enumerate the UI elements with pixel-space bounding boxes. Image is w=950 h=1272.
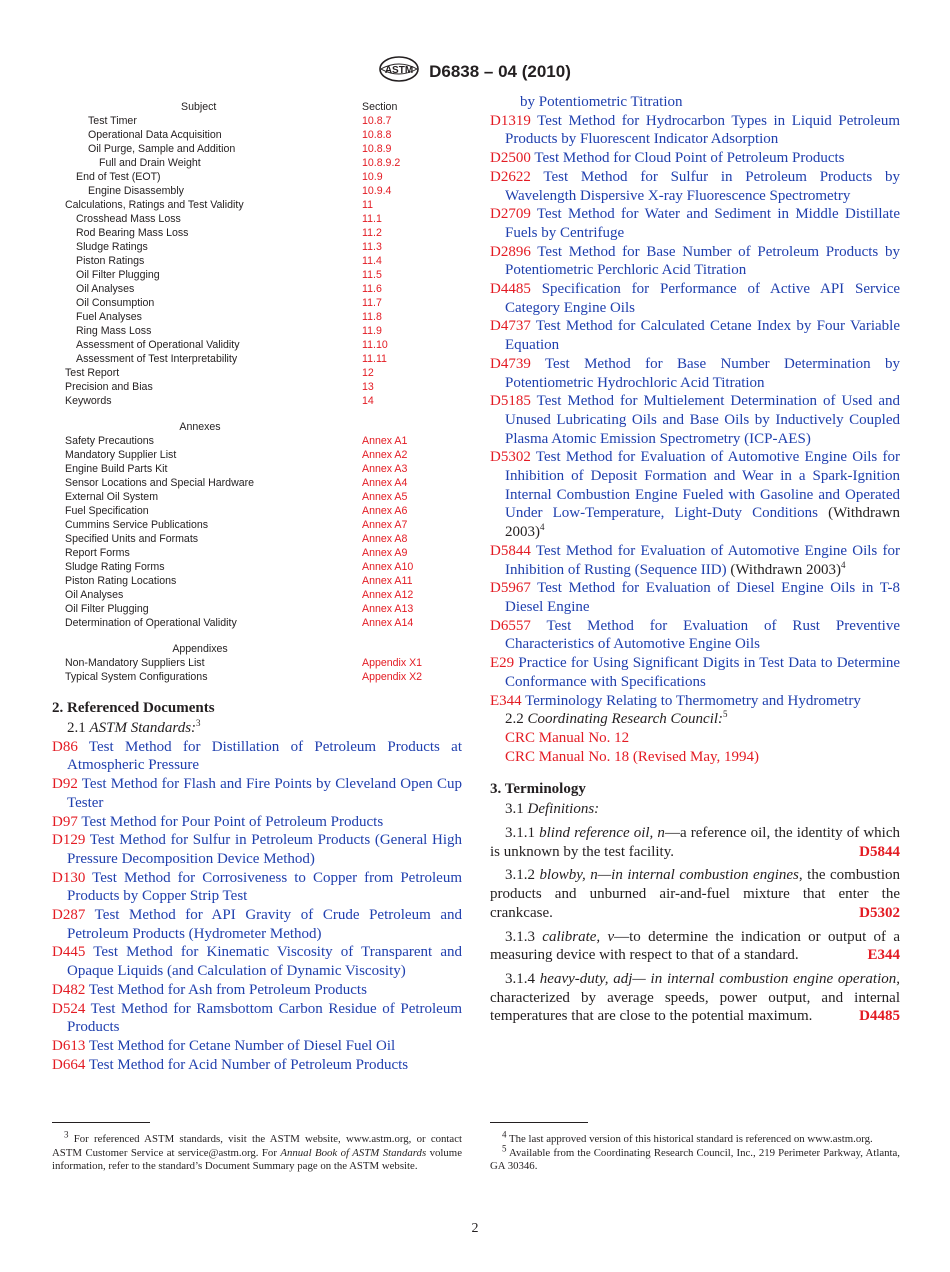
reference-item[interactable] [490,692,900,711]
subsection-number: 2.1 [67,720,86,736]
reference-item[interactable] [490,280,900,317]
toc-section-link[interactable]: Annex A8 [362,533,408,545]
toc-section-link[interactable]: 13 [362,381,374,393]
toc-label: Full and Drain Weight [99,157,201,169]
reference-title[interactable]: Test Method for Evaluation of Automotive Engine Oils for Inhibition of Deposit Formation and Wear in a Spark-Ignition Internal Combustion Engine Fueled with Gasoline and Operated Under Low-Temperature, Light-Duty Conditions [505,449,900,522]
toc-subject-header: Subject [181,101,217,113]
definition-source-ref[interactable]: D5302 [859,904,900,921]
toc-section-link[interactable]: Annex A10 [362,561,414,573]
toc-row [65,352,465,366]
toc-annex-row [65,504,465,518]
reference-title[interactable]: Test Method for Kinematic Viscosity of Transparent and Opaque Liquids (and Calculation of Dynamic Viscosity) [67,944,462,980]
toc-row [65,226,465,240]
toc-row [65,282,465,296]
toc-section-link[interactable]: 10.9 [362,171,383,183]
toc-annex-row [65,602,465,616]
reference-item[interactable] [490,317,900,354]
subsection-title: ASTM Standards: [89,720,197,736]
subsection-3-1 [490,800,900,819]
toc-label: Oil Filter Plugging [76,269,160,281]
toc-annexes-heading: Annexes [179,421,221,433]
toc-label: Mandatory Supplier List [65,449,177,461]
definition-source-ref[interactable]: D5844 [859,843,900,860]
toc-label: External Oil System [65,491,159,503]
reference-title[interactable]: Test Method for Multielement Determination of Used and Unused Lubricating Oils and Base Oils by Inductively Coupled Plasma Atomic Emission Spectrometry (ICP-AES) [505,393,900,447]
toc-label: Specified Units and Formats [65,533,199,545]
toc-annex-row [65,546,465,560]
reference-title[interactable]: Test Method for Evaluation of Diesel Engine Oils in T-8 Diesel Engine [505,580,900,615]
crc-manual-12[interactable]: CRC Manual No. 12 [505,729,630,746]
reference-title[interactable]: Practice for Using Significant Digits in Test Data to Determine Conformance with Specifications [505,655,901,690]
toc-section-link[interactable]: Annex A13 [362,603,414,615]
reference-title[interactable]: Test Method for Hydrocarbon Types in Liquid Petroleum Products by Fluorescent Indicator Adsorption [505,112,901,148]
reference-list-right [490,112,900,711]
reference-code[interactable]: E29 [490,655,515,672]
reference-title[interactable]: Test Method for Cloud Point of Petroleum Products [534,150,845,167]
reference-code[interactable]: D4485 [490,281,531,298]
reference-title[interactable]: Test Method for Ash from Petroleum Products [88,981,367,998]
reference-code[interactable]: D613 [52,1037,86,1054]
definition-item [490,866,900,922]
table-of-contents [65,100,465,684]
toc-label: Test Report [65,367,120,379]
footnote-text: For referenced ASTM standards, visit the ASTM website, www.astm.org, or contact ASTM Customer Service at service@astm.org. For [52,1133,462,1159]
toc-label: Non-Mandatory Suppliers List [65,657,205,669]
toc-annex-row [65,476,465,490]
reference-item[interactable] [490,243,900,280]
toc-section-link[interactable]: 12 [362,367,374,379]
toc-row [65,324,465,338]
reference-item[interactable] [490,149,900,168]
toc-label: Assessment of Test Interpretability [76,353,238,365]
footnote-italic: Annual Book of ASTM Standards [280,1146,427,1159]
reference-item[interactable] [52,981,462,1000]
reference-code[interactable]: D664 [52,1056,86,1073]
toc-label: Engine Disassembly [88,185,184,197]
definition-item [490,928,900,965]
toc-annex-row [65,518,465,532]
toc-section-header: Section [362,101,398,113]
reference-title[interactable]: Specification for Performance of Active API Service Category Engine Oils [505,281,901,316]
subsection-number: 3.1 [505,801,524,818]
subsection-2-2 [490,710,900,729]
reference-item[interactable] [490,542,900,579]
toc-annex-row [65,560,465,574]
reference-code[interactable]: D5844 [490,542,531,559]
toc-label: Determination of Operational Validity [65,617,237,629]
section-3-heading: 3. Terminology [490,781,586,798]
reference-code[interactable]: D445 [52,944,86,961]
footnote-3 [52,1129,462,1174]
toc-annex-row [65,588,465,602]
reference-title[interactable]: Test Method for Sulfur in Petroleum Products by Wavelength Dispersive X-ray Fluorescence Spectrometry [505,168,900,204]
page-header [0,56,950,86]
toc-section-link[interactable]: 10.8.9 [362,143,392,155]
toc-label: Keywords [65,395,112,407]
toc-label: Typical System Configurations [65,671,208,683]
reference-code[interactable]: D6557 [490,617,531,634]
toc-annex-row [65,616,465,630]
toc-section-link[interactable]: 11.10 [362,339,388,351]
footnote-4 [490,1129,900,1147]
reference-continuation[interactable] [490,93,900,112]
subsection-2-1 [52,719,462,738]
toc-row [65,184,465,198]
reference-title[interactable]: Test Method for API Gravity of Crude Petroleum and Petroleum Products (Hydrometer Method) [67,907,462,942]
page-number: 2 [471,1221,479,1236]
reference-code[interactable]: D5302 [490,449,531,466]
toc-label: Report Forms [65,547,130,559]
footnote-5 [490,1143,901,1174]
toc-annex-row [65,574,465,588]
toc-label: Oil Analyses [76,283,135,295]
toc-label: Sludge Ratings [76,241,148,253]
reference-title[interactable]: Test Method for Base Number of Petroleum Products by Potentiometric Perchloric Acid Titration [505,243,900,279]
toc-section-link[interactable]: Annex A12 [362,589,414,601]
toc-appendix-row [65,670,465,684]
reference-code[interactable]: D2500 [490,150,531,167]
toc-row [65,338,465,352]
toc-label: Sensor Locations and Special Hardware [65,477,255,489]
reference-code[interactable]: D2709 [490,206,531,223]
toc-row [65,212,465,226]
footnote-text: Available from the Coordinating Research Council, Inc., 219 Perimeter Parkway, Atlanta, GA 30346. [490,1146,901,1173]
document-designation: D6838 – 04 (2010) [429,61,571,81]
reference-code[interactable]: D1319 [490,112,531,129]
toc-row [65,128,465,142]
reference-item[interactable] [52,813,462,832]
toc-annex-row [65,490,465,504]
reference-title[interactable]: Test Method for Water and Sediment in Middle Distillate Fuels by Centrifuge [505,206,901,241]
reference-code[interactable]: D4739 [490,355,531,372]
toc-section-link[interactable]: 14 [362,395,374,407]
reference-title[interactable]: Test Method for Evaluation of Automotive Engine Oils for Inhibition of Rusting (Sequence IID) [505,542,900,578]
reference-item[interactable] [490,168,900,205]
reference-code[interactable]: E344 [490,692,522,709]
toc-label: End of Test (EOT) [76,171,161,183]
toc-label: Test Timer [88,115,137,127]
definition-number: 3.1.1 [505,825,535,842]
definition-text: —a reference oil, the identity of which is unknown by the test facility. [490,825,901,860]
reference-item[interactable] [490,205,900,242]
reference-code[interactable]: D97 [52,813,78,830]
toc-row [65,268,465,282]
definition-number: 3.1.2 [505,867,535,884]
footnote-rule-right [490,1122,588,1123]
toc-label: Fuel Analyses [76,311,142,323]
toc-section-link[interactable]: Annex A2 [362,449,408,461]
withdrawn-note: (Withdrawn 2003) [730,561,841,578]
toc-row [65,366,465,380]
definition-text: —to determine the indication or output of a measuring device with respect to that of a standard. [490,928,900,964]
toc-section-link[interactable]: Annex A14 [362,617,414,629]
reference-code[interactable]: D86 [52,738,78,755]
toc-section-link[interactable]: 11.7 [362,297,382,309]
toc-appendix-row [65,656,465,670]
toc-appendixes-heading: Appendixes [172,643,228,655]
toc-section-link[interactable]: 10.9.4 [362,185,392,197]
toc-section-link[interactable]: 10.8.9.2 [362,157,401,169]
toc-row [65,198,465,212]
toc-row [65,254,465,268]
reference-title[interactable]: by Potentiometric Titration [520,94,683,110]
reference-title[interactable]: Test Method for Base Number Determination by Potentiometric Hydrochloric Acid Titration [505,355,900,391]
toc-section-link[interactable]: 11.1 [362,213,382,225]
toc-label: Sludge Rating Forms [65,561,165,573]
toc-section-link[interactable]: Annex A7 [362,519,408,531]
toc-section-link[interactable]: 11.2 [362,227,382,239]
reference-item[interactable] [490,355,900,392]
toc-section-link[interactable]: Annex A5 [362,491,408,503]
reference-code[interactable]: D287 [52,907,86,924]
reference-item[interactable] [490,617,900,654]
reference-code[interactable]: D2896 [490,243,531,260]
toc-appendixes [65,656,465,684]
reference-code[interactable]: D2622 [490,168,531,185]
reference-item[interactable] [52,1000,462,1037]
toc-section-link[interactable]: Annex A1 [362,435,408,447]
toc-annex-row [65,448,465,462]
toc-section-link[interactable]: 11 [362,199,373,211]
reference-item[interactable] [52,831,462,868]
reference-title[interactable]: Test Method for Flash and Fire Points by Cleveland Open Cup Tester [67,776,462,811]
reference-code[interactable]: D5185 [490,393,531,410]
footnote-mark: 4 [841,559,846,570]
reference-code[interactable]: D524 [52,1000,86,1017]
toc-annex-row [65,434,465,448]
toc-section-link[interactable]: 11.4 [362,255,382,267]
toc-row [65,142,465,156]
definition-source-ref[interactable]: E344 [867,947,900,964]
toc-label: Rod Bearing Mass Loss [76,227,189,239]
toc-label: Assessment of Operational Validity [76,339,240,351]
reference-title[interactable]: Test Method for Sulfur in Petroleum Products (General High Pressure Decomposition Device Method) [67,832,462,867]
toc-section-link[interactable]: Appendix X2 [362,671,423,683]
reference-title[interactable]: Test Method for Distillation of Petroleum Products at Atmospheric Pressure [67,738,462,774]
reference-item[interactable] [490,654,900,691]
subsection-title: Definitions: [527,801,600,818]
reference-title[interactable]: Test Method for Calculated Cetane Index by Four Variable Equation [505,318,900,354]
reference-item[interactable] [490,112,900,149]
footnote-mark: 4 [502,1129,507,1140]
definition-term: calibrate, v [542,928,615,945]
toc-row [65,296,465,310]
toc-label: Piston Rating Locations [65,575,177,587]
toc-label: Ring Mass Loss [76,325,152,337]
toc-label: Engine Build Parts Kit [65,463,168,475]
toc-section-link[interactable]: 10.8.7 [362,115,392,127]
toc-row [65,240,465,254]
toc-section-link[interactable]: 11.5 [362,269,382,281]
astm-logo-icon [379,56,419,87]
left-column [52,697,462,1074]
toc-label: Piston Ratings [76,255,145,267]
definition-text: , characterized by average speeds, power output, and internal temperatures that are close to the potential maximum. [490,970,900,1025]
definition-item [490,824,900,861]
definition-text: , the combustion products and unburned air-and-fuel mixture that enter the crankcase. [490,867,900,921]
toc-section-link[interactable]: Annex A3 [362,463,408,475]
toc-row [65,380,465,394]
reference-code[interactable]: D4737 [490,318,531,335]
reference-title[interactable]: Test Method for Pour Point of Petroleum Products [81,813,384,830]
reference-title[interactable]: Test Method for Corrosiveness to Copper from Petroleum Products by Copper Strip Test [67,869,462,905]
subsection-number: 2.2 [505,711,524,728]
footnote-mark: 3 [196,718,201,728]
reference-item[interactable] [52,906,462,943]
reference-code[interactable]: D130 [52,869,86,886]
footnote-mark: 4 [540,522,545,533]
toc-section-link[interactable]: 11.8 [362,311,382,323]
svg-text:ASTM: ASTM [384,65,414,76]
reference-item[interactable] [490,448,900,542]
toc-section-link[interactable]: Annex A11 [362,575,413,587]
reference-code[interactable]: D5967 [490,580,531,597]
footnote-rule-left [52,1122,150,1123]
toc-label: Fuel Specification [65,505,149,517]
footnote-mark: 5 [502,1143,507,1153]
toc-row [65,156,465,170]
subsection-title: Coordinating Research Council: [527,711,724,728]
reference-code[interactable]: D129 [52,832,86,849]
toc-label: Cummins Service Publications [65,519,209,531]
toc-section-link[interactable]: Annex A4 [362,477,408,489]
toc-label: Operational Data Acquisition [88,129,222,141]
toc-label: Oil Consumption [76,297,155,309]
toc-label: Oil Purge, Sample and Addition [88,143,236,155]
reference-item[interactable] [52,869,462,906]
toc-section-link[interactable]: 11.9 [362,325,382,337]
reference-code[interactable]: D482 [52,981,86,998]
reference-item[interactable] [52,775,462,812]
toc-label: Safety Precautions [65,435,154,447]
toc-label: Precision and Bias [65,381,153,393]
toc-row [65,394,465,408]
reference-item[interactable] [490,579,900,616]
definition-item [490,970,900,1026]
toc-row [65,310,465,324]
withdrawn-note: (Withdrawn 2003) [505,505,900,541]
toc-section-link[interactable]: 11.6 [362,283,382,295]
toc-row [65,114,465,128]
toc-label: Crosshead Mass Loss [76,213,181,225]
definition-term: blind reference oil, n [539,825,665,842]
toc-section-link[interactable]: Annex A6 [362,505,408,517]
reference-item[interactable] [52,943,462,980]
definition-term: blowby, n—in internal combustion engines [539,867,799,884]
definition-number: 3.1.3 [505,928,535,945]
toc-column-headers [65,100,465,114]
footnote-mark: 3 [64,1129,69,1140]
reference-item[interactable] [52,1056,462,1075]
toc-section-link[interactable]: Annex A9 [362,547,408,559]
crc-manual-18[interactable]: CRC Manual No. 18 (Revised May, 1994) [505,748,760,765]
section-2-heading: 2. Referenced Documents [52,700,215,716]
footnotes-right [490,1129,901,1174]
definition-term: heavy-duty, adj— in internal combustion engine operation [539,970,897,987]
reference-title[interactable]: Test Method for Evaluation of Rust Preventive Characteristics of Automotive Engine Oils [505,617,900,653]
reference-title[interactable]: Test Method for Ramsbottom Carbon Residue of Petroleum Products [67,1000,463,1036]
toc-section-link[interactable]: 10.8.8 [362,129,392,141]
reference-title[interactable]: Test Method for Acid Number of Petroleum Products [88,1056,409,1073]
reference-item[interactable] [490,392,900,448]
reference-item[interactable] [52,738,462,775]
definition-number: 3.1.4 [505,970,535,987]
toc-rows [65,114,465,408]
toc-annexes [65,434,465,630]
toc-label: Oil Filter Plugging [65,603,149,615]
toc-label: Oil Analyses [65,589,124,601]
footnote-text: The last approved version of this historical standard is referenced on www.astm.org. [509,1133,873,1145]
reference-code[interactable]: D92 [52,776,78,793]
toc-annex-row [65,462,465,476]
definition-source-ref[interactable]: D4485 [859,1008,900,1025]
toc-annex-row [65,532,465,546]
right-column [490,93,900,1026]
toc-section-link[interactable]: 11.3 [362,241,382,253]
reference-title[interactable]: Test Method for Cetane Number of Diesel Fuel Oil [88,1037,396,1054]
toc-section-link[interactable]: 11.11 [362,353,387,365]
footnote-text: volume information, refer to the standard’s Document Summary page on the ASTM website. [52,1146,462,1173]
toc-row [65,170,465,184]
toc-label: Calculations, Ratings and Test Validity [65,199,244,211]
reference-item[interactable] [52,1037,462,1056]
reference-list-left [52,738,462,1075]
definitions-list [490,824,900,1026]
footnote-mark: 5 [723,709,728,720]
toc-section-link[interactable]: Appendix X1 [362,657,423,669]
reference-title[interactable]: Terminology Relating to Thermometry and Hydrometry [525,692,861,709]
